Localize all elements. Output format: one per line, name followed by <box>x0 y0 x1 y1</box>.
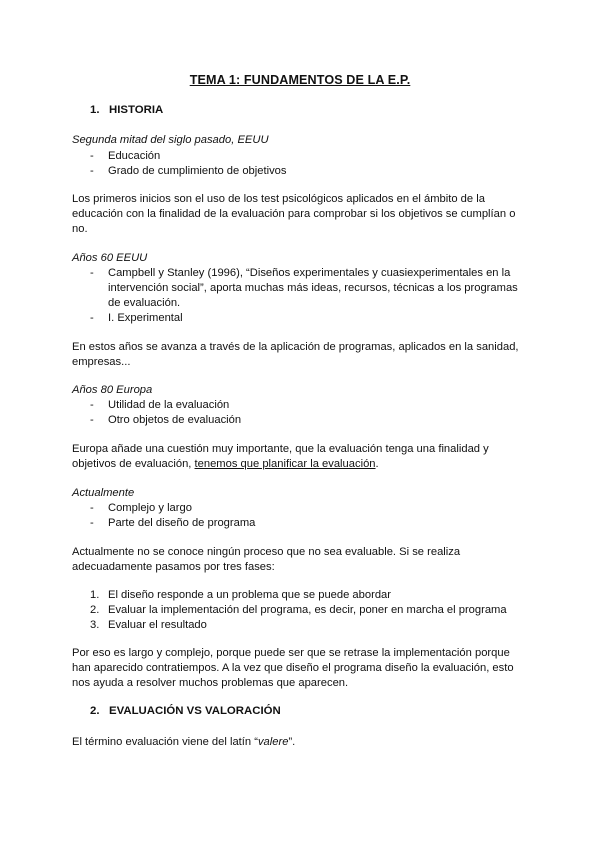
list-item-text: Campbell y Stanley (1996), “Diseños experimentales y cuasiexperimentales en la <box>108 267 511 279</box>
paragraph-line: Europa añade una cuestión muy importante, que la evaluación tenga una finalidad y <box>72 443 489 455</box>
paragraph-line <box>72 457 379 472</box>
list-item-text: Grado de cumplimiento de objetivos <box>108 165 287 177</box>
paragraph-line: Los primeros inicios son el uso de los test psicológicos aplicados en el ámbito de la <box>72 193 485 205</box>
item-number: 3. <box>90 619 100 631</box>
bullet-dash: - <box>90 312 94 324</box>
period-label: Años 80 Europa <box>72 384 153 396</box>
section-number: 2. <box>90 705 100 717</box>
section-number: 1. <box>90 104 100 116</box>
document-title: TEMA 1: FUNDAMENTOS DE LA E.P. <box>189 73 411 87</box>
list-item <box>90 516 256 531</box>
list-item <box>90 501 192 516</box>
italic-term: valere <box>257 736 289 748</box>
paragraph-text: . <box>375 458 379 470</box>
paragraph-line: empresas... <box>72 356 131 368</box>
list-item-text: Otro objetos de evaluación <box>108 414 242 426</box>
bullet-dash: - <box>90 502 94 514</box>
paragraph-line: no. <box>72 223 88 235</box>
item-number: 1. <box>90 589 100 601</box>
item-number: 2. <box>90 604 100 616</box>
list-item <box>90 164 287 179</box>
list-item <box>90 266 511 281</box>
underlined-text: tenemos que planificar la evaluación <box>194 458 376 470</box>
numbered-item-text: Evaluar la implementación del programa, es decir, poner en marcha el programa <box>108 604 507 616</box>
paragraph-text: objetivos de evaluación, <box>72 458 195 470</box>
list-item-text: I. Experimental <box>108 312 183 324</box>
section-title: HISTORIA <box>109 104 164 116</box>
bullet-dash: - <box>90 399 94 411</box>
list-item-text: Complejo y largo <box>108 502 192 514</box>
paragraph-line: nos ayuda a resolver muchos problemas que aparecen. <box>72 677 349 689</box>
numbered-item <box>90 588 391 603</box>
paragraph-text: ”. <box>288 736 296 748</box>
list-item <box>90 311 183 326</box>
bullet-dash: - <box>90 165 94 177</box>
period-label: Segunda mitad del siglo pasado, EEUU <box>72 134 269 146</box>
section-heading-historia <box>90 104 163 116</box>
bullet-dash: - <box>90 517 94 529</box>
paragraph-line: educación con la finalidad de la evaluación para comprobar si los objetivos se cumplían o <box>72 208 516 220</box>
list-item-text: Utilidad de la evaluación <box>108 399 230 411</box>
numbered-item <box>90 618 207 633</box>
paragraph-line <box>72 735 295 750</box>
paragraph-line: han aparecido contratiempos. A la vez que diseño el programa diseño la evaluación, esto <box>72 662 514 674</box>
period-label: Años 60 EEUU <box>72 252 148 264</box>
list-item-continuation: intervención social”, aporta muchas más ideas, recursos, técnicas a los programas <box>108 282 518 294</box>
period-label: Actualmente <box>72 487 135 499</box>
section-title: EVALUACIÓN VS VALORACIÓN <box>109 705 281 717</box>
paragraph-text: El término evaluación viene del latín “ <box>72 736 258 748</box>
paragraph-line: adecuadamente pasamos por tres fases: <box>72 561 275 573</box>
list-item-text: Educación <box>108 150 161 162</box>
list-item-continuation: de evaluación. <box>108 297 181 309</box>
bullet-dash: - <box>90 414 94 426</box>
paragraph-line: En estos años se avanza a través de la aplicación de programas, aplicados en la sanidad, <box>72 341 519 353</box>
list-item <box>90 149 161 164</box>
list-item <box>90 398 230 413</box>
list-item <box>90 413 242 428</box>
bullet-dash: - <box>90 267 94 279</box>
paragraph-line: Por eso es largo y complejo, porque puede ser que se retrase la implementación porque <box>72 647 510 659</box>
bullet-dash: - <box>90 150 94 162</box>
numbered-item-text: Evaluar el resultado <box>108 619 207 631</box>
paragraph-line: Actualmente no se conoce ningún proceso que no sea evaluable. Si se realiza <box>72 546 461 558</box>
list-item-text: Parte del diseño de programa <box>108 517 256 529</box>
section-heading-evaluacion <box>90 705 281 717</box>
numbered-item <box>90 603 507 618</box>
numbered-item-text: El diseño responde a un problema que se puede abordar <box>108 589 391 601</box>
